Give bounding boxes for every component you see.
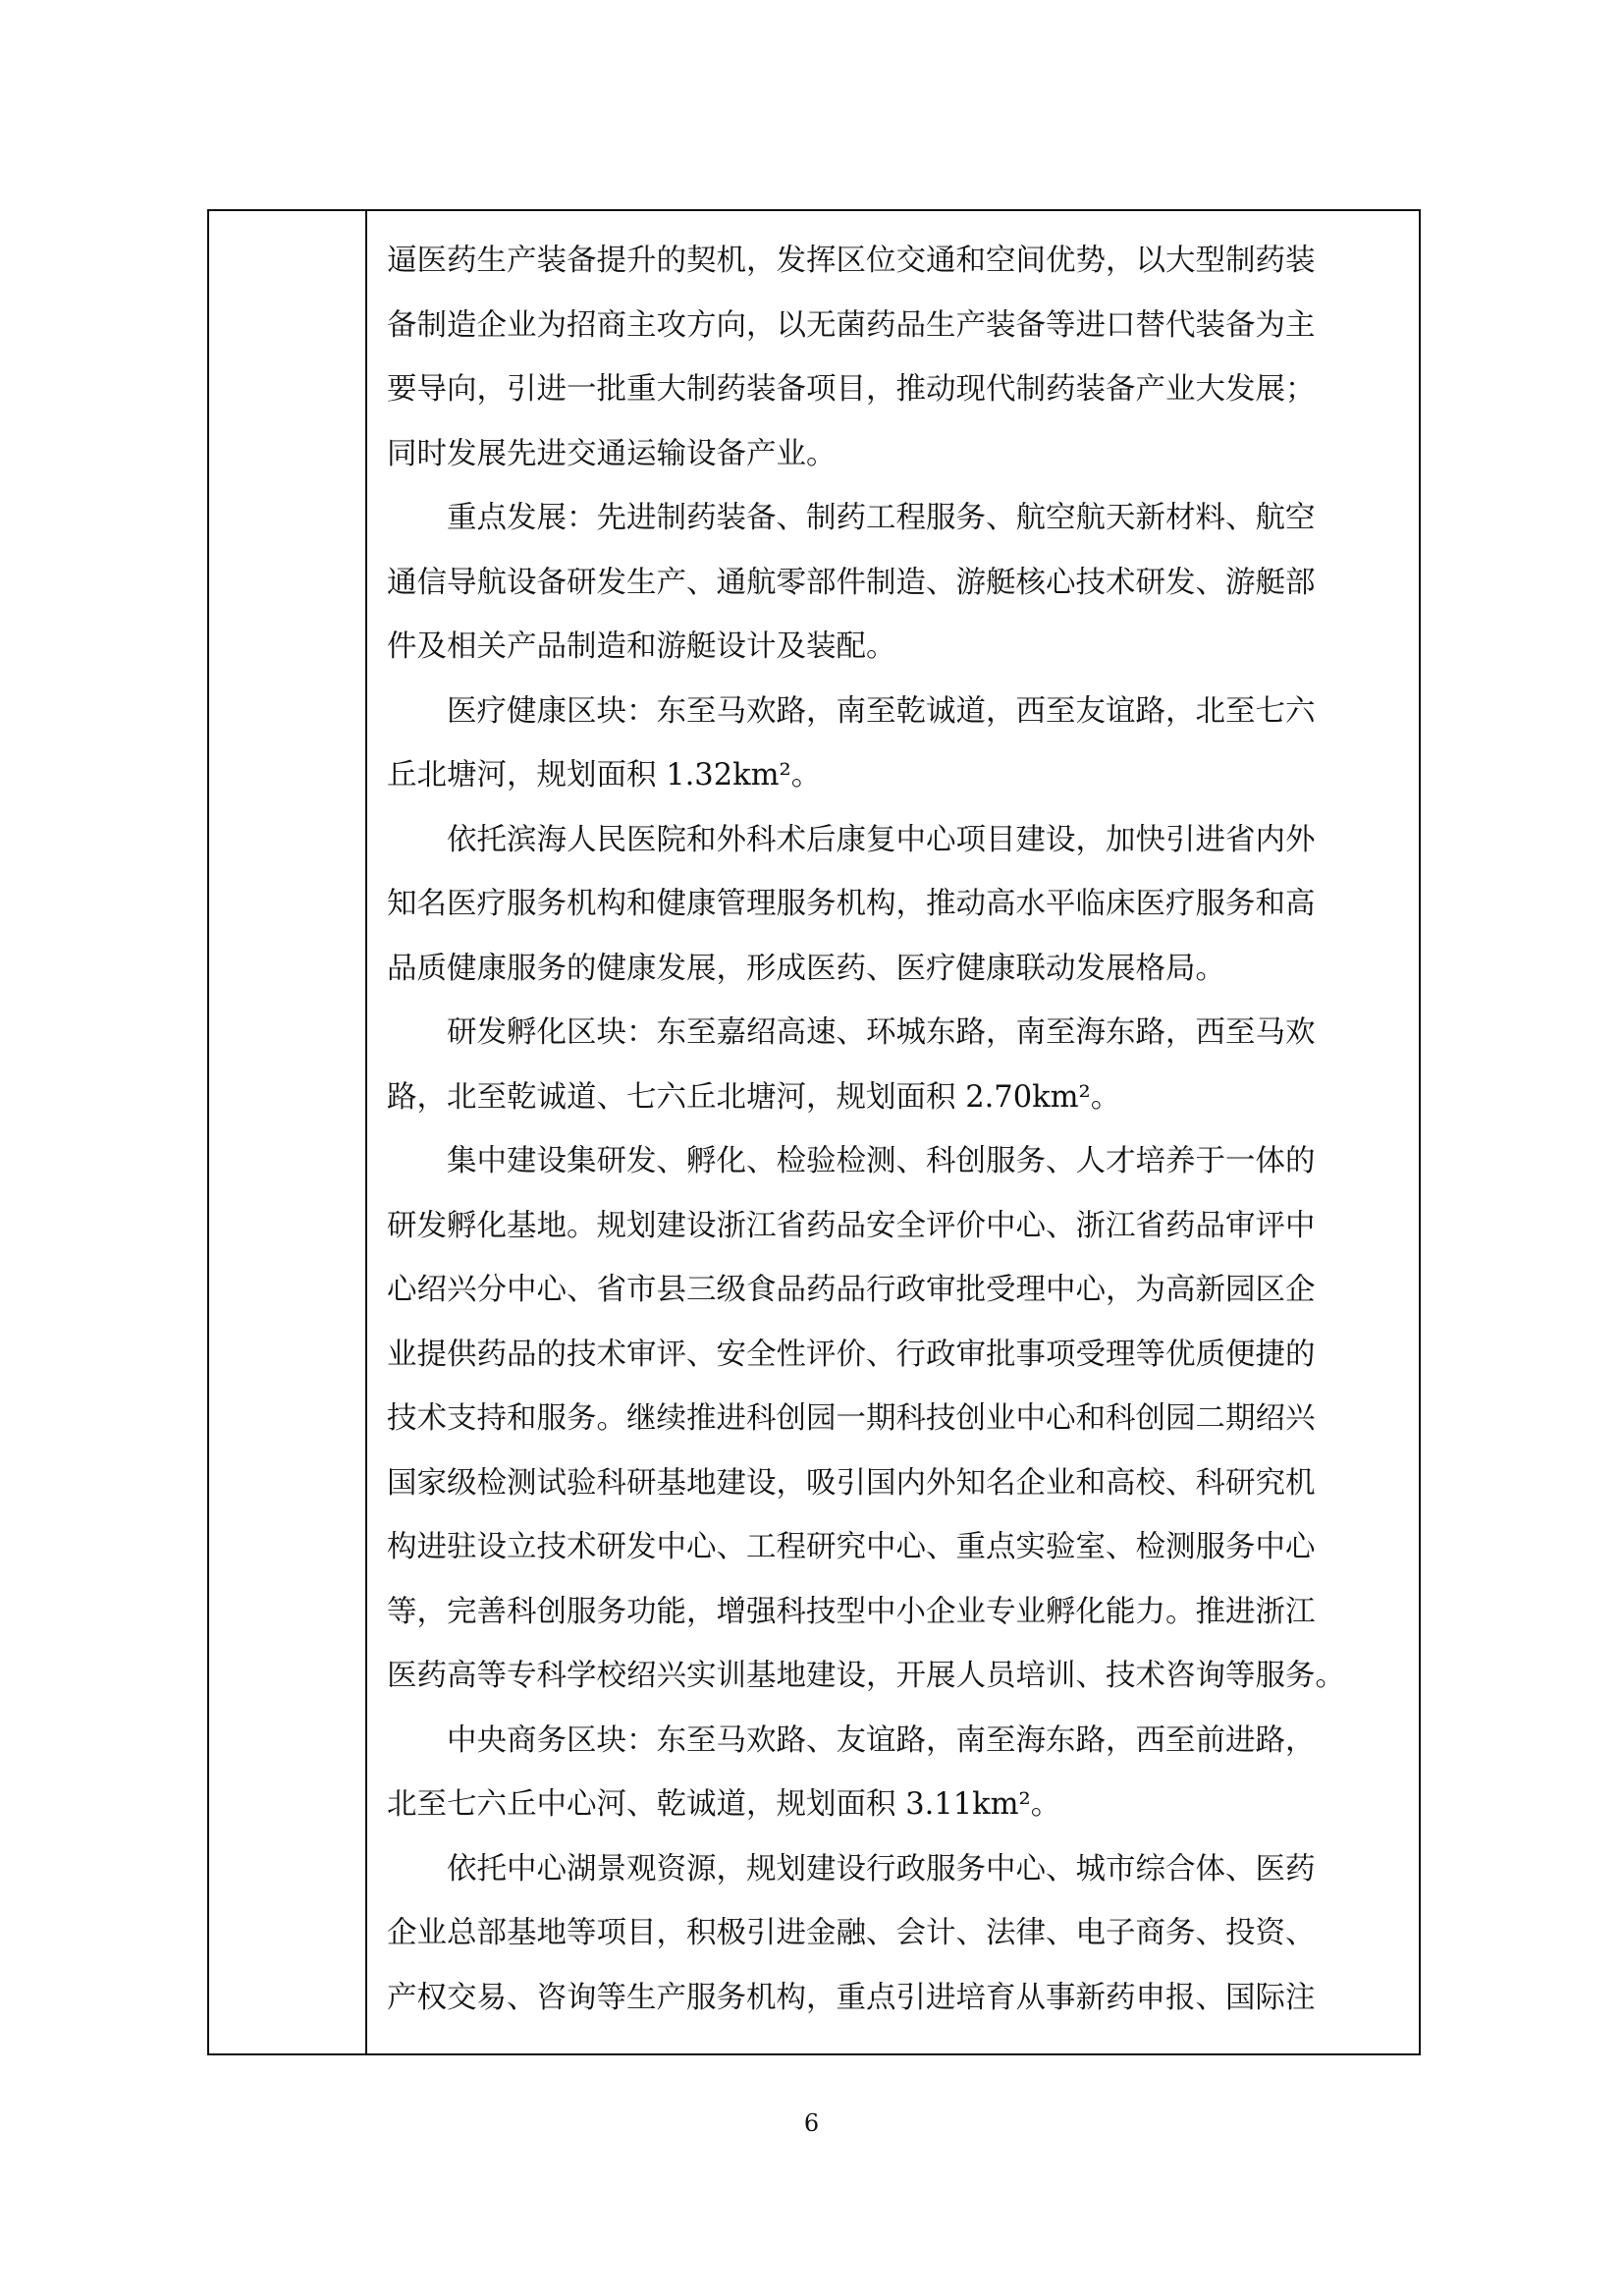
text-line: 品质健康服务的健康发展，形成医药、医疗健康联动发展格局。 <box>387 951 1225 986</box>
text-line: 北至七六丘中心河、乾诚道，规划面积 3.11km²。 <box>387 1787 1061 1822</box>
text-line: 研发孵化基地。规划建设浙江省药品安全评价中心、浙江省药品审评中 <box>387 1208 1316 1243</box>
text-line: 集中建设集研发、孵化、检验检测、科创服务、人才培养于一体的 <box>447 1144 1316 1178</box>
text-line: 等，完善科创服务功能，增强科技型中小企业专业孵化能力。推进浙江 <box>387 1594 1316 1629</box>
text-line: 重点发展：先进制药装备、制药工程服务、航空航天新材料、航空 <box>447 501 1316 535</box>
text-line: 国家级检测试验科研基地建设，吸引国内外知名企业和高校、科研究机 <box>387 1465 1316 1501</box>
text-line: 中央商务区块：东至马欢路、友谊路，南至海东路，西至前进路， <box>447 1722 1316 1758</box>
text-line: 逼医药生产装备提升的契机，发挥区位交通和空间优势，以大型制药装 <box>387 244 1316 278</box>
page-number: 6 <box>803 2109 820 2137</box>
text-line: 同时发展先进交通运输设备产业。 <box>387 436 837 471</box>
text-line: 技术支持和服务。继续推进科创园一期科技创业中心和科创园二期绍兴 <box>387 1401 1316 1436</box>
text-line: 备制造企业为招商主攻方向，以无菌药品生产装备等进口替代装备为主 <box>387 307 1316 343</box>
paragraph-cbd-block <box>387 1709 1401 1837</box>
text-line: 依托中心湖景观资源，规划建设行政服务中心、城市综合体、医药 <box>447 1851 1316 1886</box>
text-line: 丘北塘河，规划面积 1.32km²。 <box>387 758 822 793</box>
text-line: 路，北至乾诚道、七六丘北塘河，规划面积 2.70km²。 <box>387 1079 1121 1115</box>
text-line: 依托滨海人民医院和外科术后康复中心项目建设，加快引进省内外 <box>447 822 1316 857</box>
table-left-column <box>209 211 367 2053</box>
content-table <box>207 209 1421 2055</box>
text-line: 通信导航设备研发生产、通航零部件制造、游艇核心技术研发、游艇部 <box>387 565 1316 600</box>
paragraph-medical-block <box>387 680 1401 808</box>
text-line: 企业总部基地等项目，积极引进金融、会计、法律、电子商务、投资、 <box>387 1916 1316 1950</box>
paragraph-rd-detail <box>387 1129 1401 1709</box>
paragraph-key-development <box>387 486 1401 680</box>
text-line: 心绍兴分中心、省市县三级食品药品行政审批受理中心，为高新园区企 <box>387 1273 1316 1307</box>
paragraph-cbd-detail <box>387 1837 1401 2031</box>
paragraph-medical-detail <box>387 808 1401 1002</box>
text-line: 医药高等专科学校绍兴实训基地建设，开展人员培训、技术咨询等服务。 <box>387 1659 1345 1693</box>
text-line: 件及相关产品制造和游艇设计及装配。 <box>387 629 896 664</box>
text-line: 研发孵化区块：东至嘉绍高速、环城东路，南至海东路，西至马欢 <box>447 1015 1316 1050</box>
paragraph-rd-block <box>387 1001 1401 1129</box>
paragraph-equipment-intro <box>387 229 1401 486</box>
text-line: 构进驻设立技术研发中心、工程研究中心、重点实验室、检测服务中心 <box>387 1530 1316 1564</box>
text-line: 医疗健康区块：东至马欢路，南至乾诚道，西至友谊路，北至七六 <box>447 693 1316 729</box>
text-line: 知名医疗服务机构和健康管理服务机构，推动高水平临床医疗服务和高 <box>387 887 1316 921</box>
table-content-cell <box>367 211 1419 2053</box>
text-line: 要导向，引进一批重大制药装备项目，推动现代制药装备产业大发展； <box>387 372 1316 407</box>
text-line: 产权交易、咨询等生产服务机构，重点引进培育从事新药申报、国际注 <box>387 1980 1316 2015</box>
text-line: 业提供药品的技术审评、安全性评价、行政审批事项受理等优质便捷的 <box>387 1337 1316 1372</box>
